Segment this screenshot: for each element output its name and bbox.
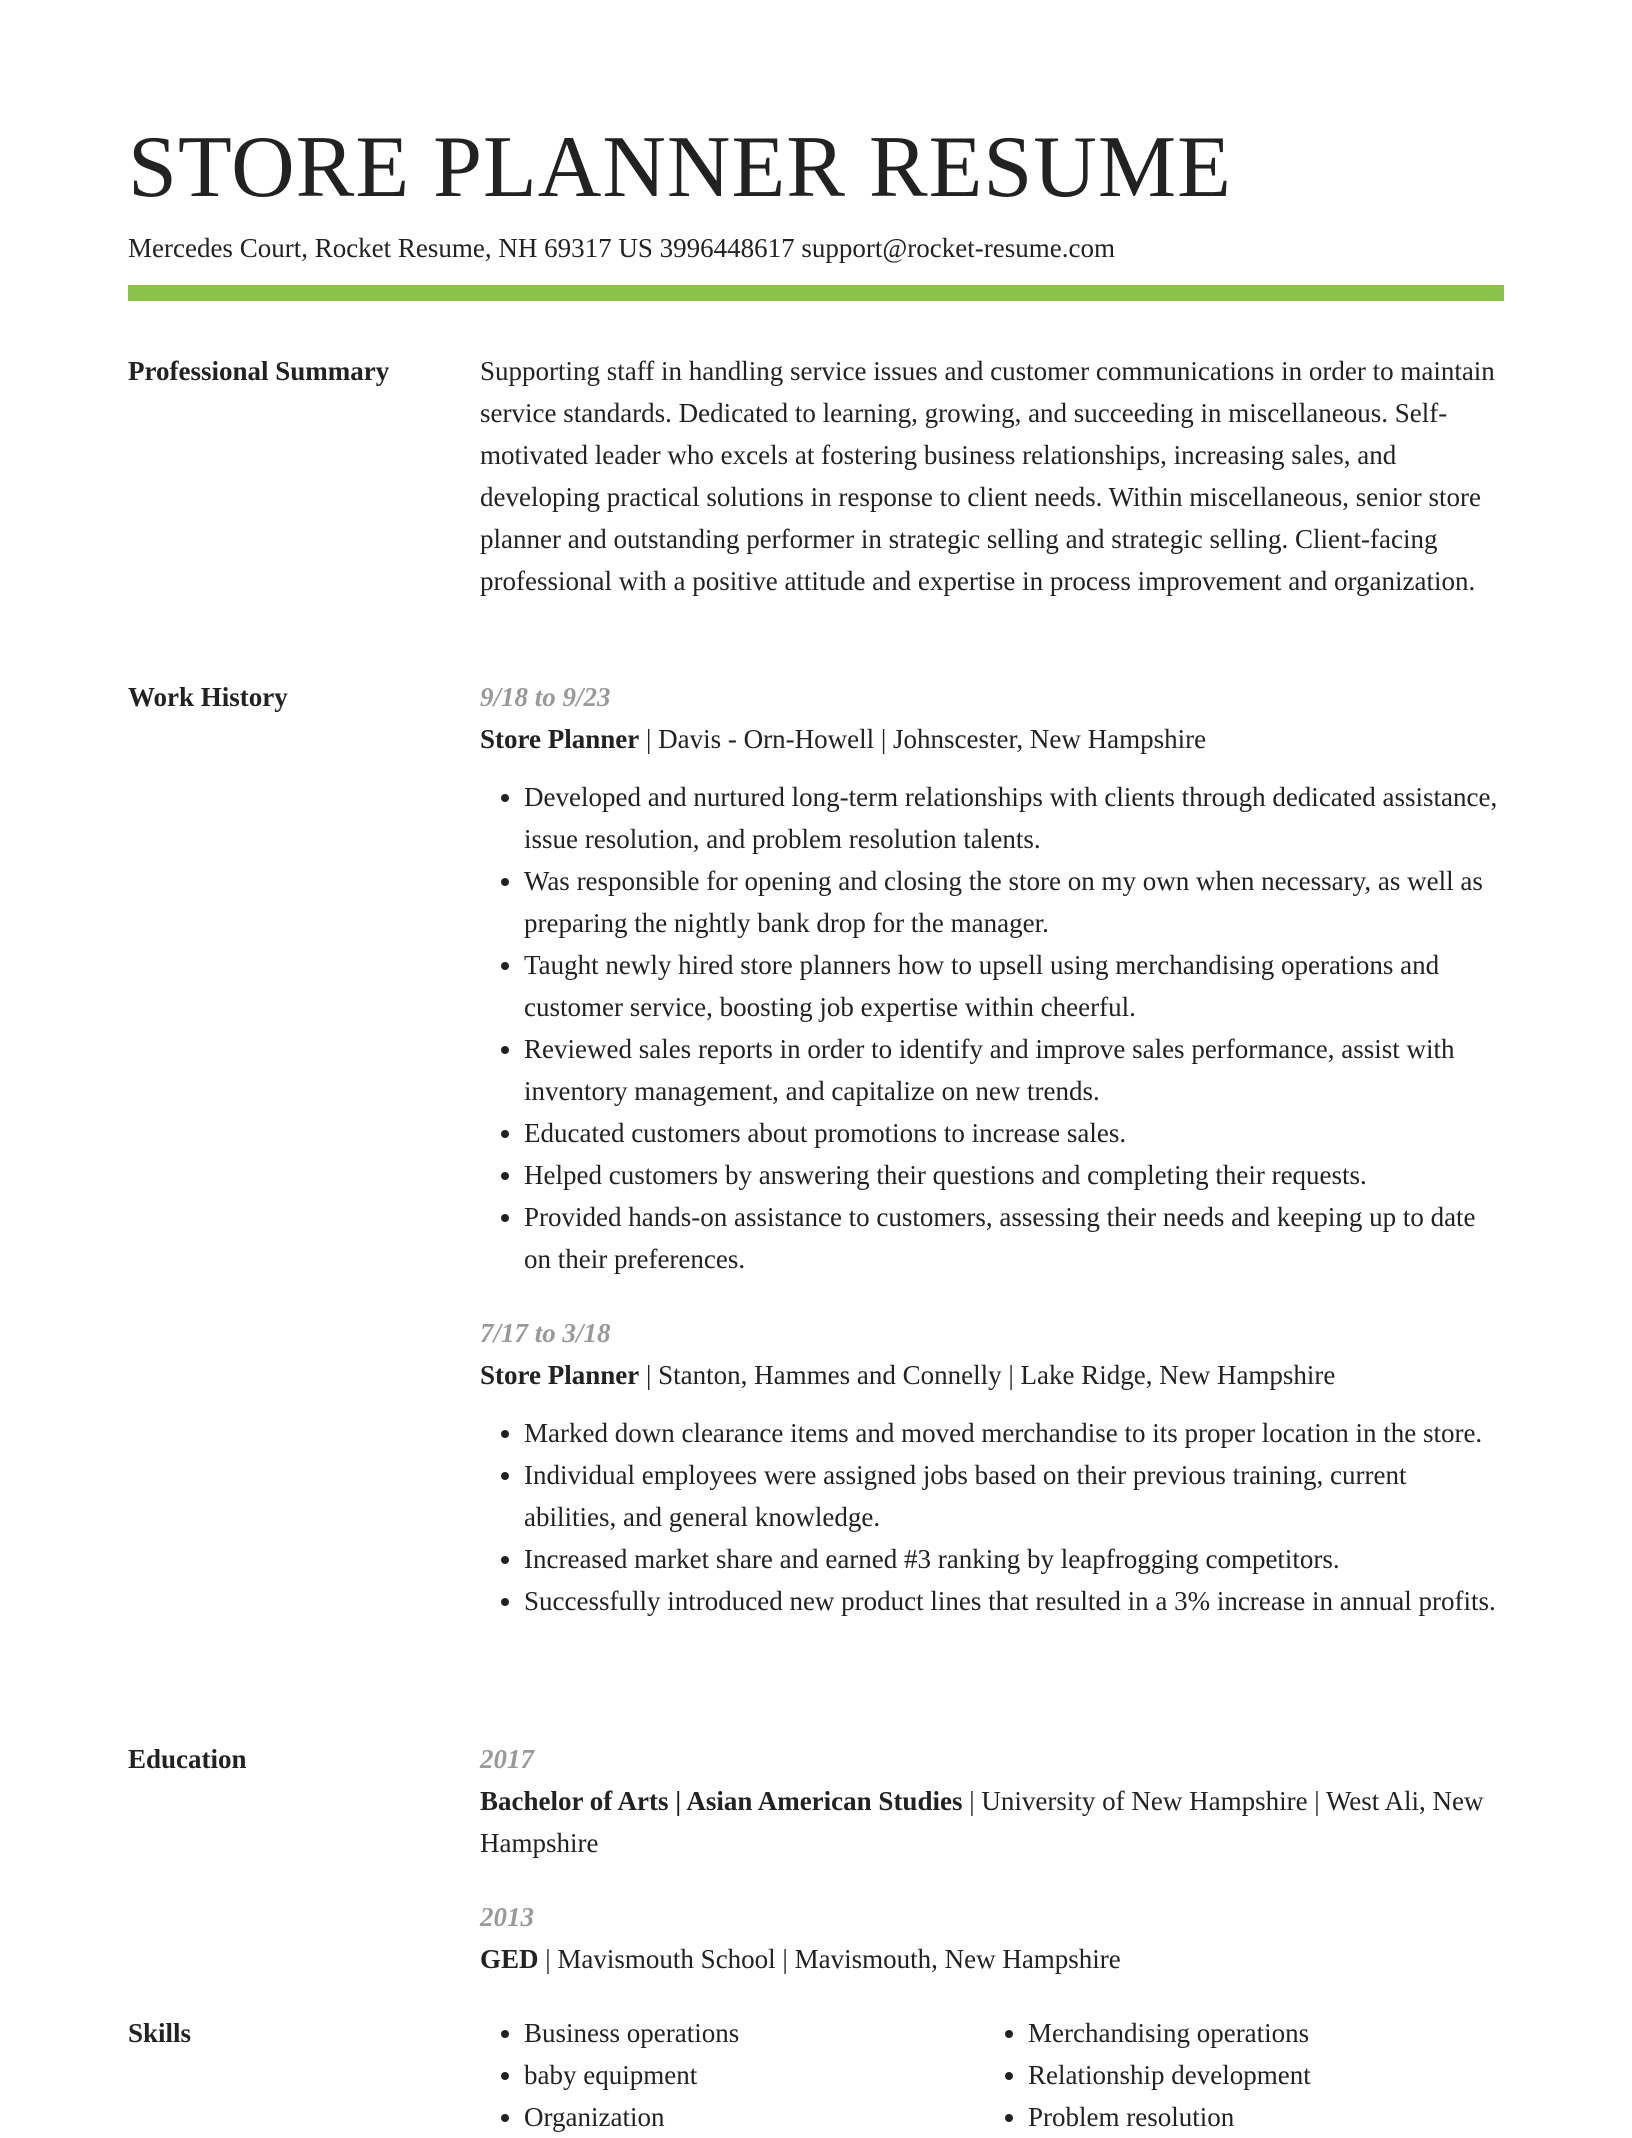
contact-email[interactable]: support@rocket-resume.com <box>801 233 1115 263</box>
education-year: 2013 <box>480 1902 534 1932</box>
section-label-summary: Professional Summary <box>128 356 390 386</box>
contact-phone: 3996448617 <box>659 233 795 263</box>
header-divider <box>128 285 1504 301</box>
resume-title: STORE PLANNER RESUME <box>128 119 1232 216</box>
job-entry <box>480 1312 1504 1622</box>
work-history-section <box>480 676 1504 1622</box>
education-year: 2017 <box>480 1744 534 1774</box>
job-bullet: • Provided hands-on assistance to customers, assessing their needs and keeping up to date on their preferences. <box>524 1196 1504 1280</box>
education-section <box>480 1738 1504 1980</box>
job-entry <box>480 676 1504 1280</box>
job-title: Store Planner <box>480 724 640 754</box>
job-heading <box>480 1354 1504 1396</box>
job-dates: 7/17 to 3/18 <box>480 1318 611 1348</box>
job-bullet: • Individual employees were assigned jobs based on their previous training, current abilities, and general knowledge. <box>524 1454 1504 1538</box>
job-bullets <box>480 1412 1504 1622</box>
skill-item: • Problem resolution <box>1028 2096 1488 2138</box>
job-bullets <box>480 776 1504 1280</box>
job-bullet: • Reviewed sales reports in order to identify and improve sales performance, assist with inventory management, and capitalize on new trends. <box>524 1028 1504 1112</box>
education-heading <box>480 1780 1504 1864</box>
job-details: | Stanton, Hammes and Connelly | Lake Ridge, New Hampshire <box>639 1360 1336 1390</box>
skill-item: • Relationship development <box>1028 2054 1488 2096</box>
job-bullet: • Marked down clearance items and moved merchandise to its proper location in the store. <box>524 1412 1504 1454</box>
contact-address: Mercedes Court, Rocket Resume, NH 69317 US <box>128 233 653 263</box>
job-bullet: • Increased market share and earned #3 ranking by leapfrogging competitors. <box>524 1538 1504 1580</box>
job-dates: 9/18 to 9/23 <box>480 682 611 712</box>
job-heading <box>480 718 1504 760</box>
education-details: | University of New Hampshire | West Ali, New Hampshire <box>480 1786 1484 1858</box>
skills-columns <box>480 2012 1504 2138</box>
job-bullet: • Educated customers about promotions to increase sales. <box>524 1112 1504 1154</box>
contact-line <box>128 230 1115 266</box>
skills-list-left <box>480 2012 984 2138</box>
skill-item: • Organization <box>524 2096 984 2138</box>
skill-item: • baby equipment <box>524 2054 984 2096</box>
education-entry <box>480 1738 1504 1864</box>
section-label-work-history: Work History <box>128 682 288 712</box>
job-title: Store Planner <box>480 1360 640 1390</box>
summary-section <box>480 350 1504 602</box>
education-entry <box>480 1896 1504 1980</box>
skills-list-right <box>984 2012 1488 2138</box>
education-details: | Mavismouth School | Mavismouth, New Hampshire <box>538 1944 1121 1974</box>
job-bullet: • Successfully introduced new product lines that resulted in a 3% increase in annual profits. <box>524 1580 1504 1622</box>
job-details: | Davis - Orn-Howell | Johnscester, New Hampshire <box>639 724 1207 754</box>
education-heading <box>480 1938 1504 1980</box>
job-bullet: • Was responsible for opening and closing the store on my own when necessary, as well as preparing the nightly bank drop for the manager. <box>524 860 1504 944</box>
skill-item: • Merchandising operations <box>1028 2012 1488 2054</box>
skills-section <box>480 2012 1504 2138</box>
skill-item: • Business operations <box>524 2012 984 2054</box>
job-bullet: • Developed and nurtured long-term relationships with clients through dedicated assistance, issue resolution, and problem resolution talents. <box>524 776 1504 860</box>
section-label-skills: Skills <box>128 2018 192 2048</box>
job-bullet: • Taught newly hired store planners how to upsell using merchandising operations and customer service, boosting job expertise within cheerful. <box>524 944 1504 1028</box>
job-bullet: • Helped customers by answering their questions and completing their requests. <box>524 1154 1504 1196</box>
section-label-education: Education <box>128 1744 247 1774</box>
education-degree: Bachelor of Arts | Asian American Studies <box>480 1786 963 1816</box>
summary-text: Supporting staff in handling service issues and customer communications in order to maintain service standards. Dedicated to learning, growing, and succeeding in miscellaneous. Self-motivated leader who excels at fostering business relationships, increasing sales, and developing practical solutions in response to client needs. Within miscellaneous, senior store planner and outstanding performer in strategic selling and strategic selling. Client-facing professional with a positive attitude and expertise in process improvement and organization. <box>480 356 1495 596</box>
education-degree: GED <box>480 1944 539 1974</box>
